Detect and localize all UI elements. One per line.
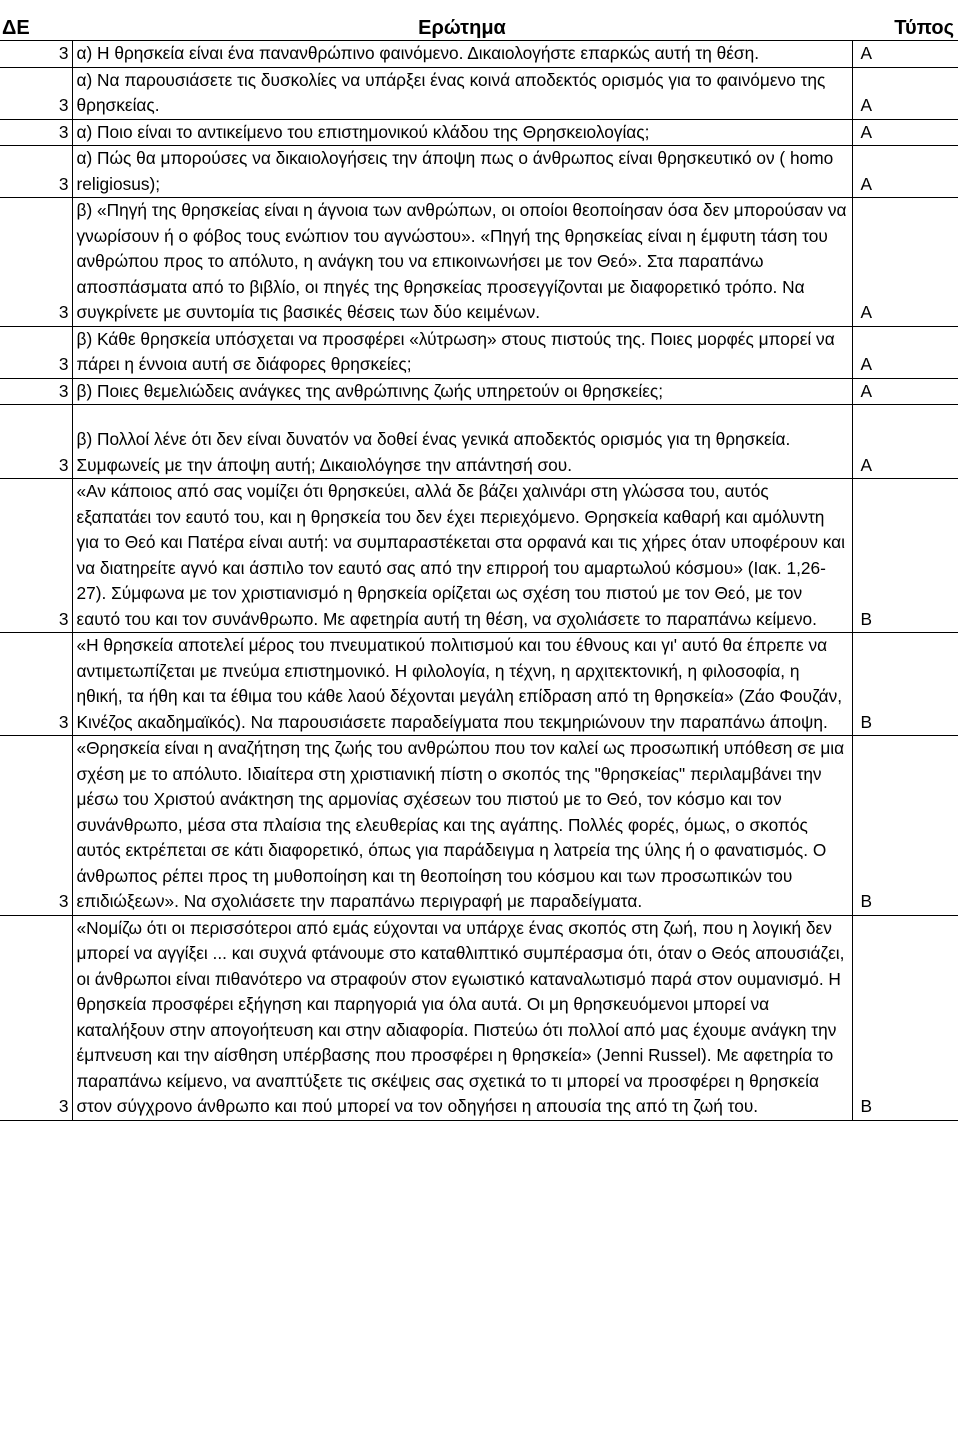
table-row [0, 915, 958, 1120]
table-row [0, 41, 958, 68]
difficulty-cell: 3 [0, 41, 72, 68]
difficulty-cell: 3 [0, 146, 72, 198]
difficulty-cell: 3 [0, 405, 72, 479]
table-row [0, 378, 958, 405]
type-cell: Α [852, 378, 958, 405]
table-row [0, 67, 958, 119]
difficulty-cell: 3 [0, 736, 72, 916]
type-cell: Α [852, 405, 958, 479]
type-cell: Α [852, 119, 958, 146]
difficulty-cell: 3 [0, 915, 72, 1120]
question-cell: α) Πώς θα μπορούσες να δικαιολογήσεις την άποψη πως ο άνθρωπος είναι θρησκευτικό ον ( homo religiosus); [72, 146, 852, 198]
header-question: Ερώτημα [72, 0, 852, 41]
difficulty-cell: 3 [0, 67, 72, 119]
question-cell: «Αν κάποιος από σας νομίζει ότι θρησκεύει, αλλά δε βάζει χαλινάρι στη γλώσσα του, αυτός εξαπατάει τον εαυτό του, και η θρησκεία του δεν έχει περιεχόμενο. Θρησκεία καθαρή και αμόλυντη για το Θεό και Πατέρα είναι αυτή: να συμπαραστέκεται στα ορφανά και τις χήρες όταν υποφέρουν και να διατηρείτε αγνό και άσπιλο τον εαυτό σας από την επιρροή του αμαρτωλού κόσμου» (Ιακ. 1,26-27). Σύμφωνα με τον χριστιανισμό η θρησκεία ορίζεται ως σχέση του πιστού με τον Θεό, με τον εαυτό του και τον συνάνθρωπο. Με αφετηρία αυτή τη θέση, να σχολιάσετε το παραπάνω κείμενο. [72, 479, 852, 633]
question-cell: α) Να παρουσιάσετε τις δυσκολίες να υπάρξει ένας κοινά αποδεκτός ορισμός για το φαινόμενο της θρησκείας. [72, 67, 852, 119]
type-cell: Α [852, 67, 958, 119]
header-difficulty: ΔΕ [0, 0, 72, 41]
table-row [0, 198, 958, 327]
table-row [0, 326, 958, 378]
difficulty-cell: 3 [0, 119, 72, 146]
type-cell: Β [852, 736, 958, 916]
question-cell: «Νομίζω ότι οι περισσότεροι από εμάς εύχονται να υπάρχε ένας σκοπός στη ζωή, που η λογική δεν μπορεί να αγγίξει ... και συχνά φτάνουμε στο καταθλιπτικό συμπέρασμα ότι, όταν ο Θεός απουσιάζει, οι άνθρωποι είναι πιθανότερο να στραφούν στον εγωιστικό καταναλωτισμό παρά στον ουμανισμό. Η θρησκεία προσφέρει εξήγηση και παρηγοριά για όλα αυτά. Οι μη θρησκευόμενοι μπορεί να καταλήξουν στην απογοήτευση και στην αδιαφορία. Πιστεύω ότι πολλοί από μας έχουμε ανάγκη την έμπνευση και την αίσθηση υπέρβασης που προσφέρει η θρησκεία» (Jenni Russel). Με αφετηρία το παραπάνω κείμενο, να αναπτύξετε τις σκέψεις σας σχετικά το τι μπορεί να προσφέρει η θρησκεία στον σύγχρονο άνθρωπο και πού μπορεί να τον οδηγήσει η απουσία της από τη ζωή του. [72, 915, 852, 1120]
table-row [0, 119, 958, 146]
table-row [0, 146, 958, 198]
question-cell: β) Κάθε θρησκεία υπόσχεται να προσφέρει «λύτρωση» στους πιστούς της. Ποιες μορφές μπορεί να πάρει η έννοια αυτή σε διάφορες θρησκείες; [72, 326, 852, 378]
question-cell: β) «Πηγή της θρησκείας είναι η άγνοια των ανθρώπων, οι οποίοι θεοποίησαν όσα δεν μπορούσαν να γνωρίσουν ή ο φόβος τους ενώπιον του αγνώστου». «Πηγή της θρησκείας είναι η έμφυτη τάση του ανθρώπου προς το απόλυτο, η ανάγκη του να επικοινωνήσει με τον Θεό». Στα παραπάνω αποσπάσματα από το βιβλίο, οι πηγές της θρησκείας προσεγγίζονται με διαφορετικό τρόπο. Να συγκρίνετε με συντομία τις βασικές θέσεις των δύο κειμένων. [72, 198, 852, 327]
difficulty-cell: 3 [0, 326, 72, 378]
difficulty-cell: 3 [0, 633, 72, 736]
type-cell: Α [852, 41, 958, 68]
type-cell: Α [852, 198, 958, 327]
question-cell: α) Ποιο είναι το αντικείμενο του επιστημονικού κλάδου της Θρησκειολογίας; [72, 119, 852, 146]
table-row [0, 405, 958, 479]
question-cell: α) Η θρησκεία είναι ένα πανανθρώπινο φαινόμενο. Δικαιολογήστε επαρκώς αυτή τη θέση. [72, 41, 852, 68]
question-cell: «Θρησκεία είναι η αναζήτηση της ζωής του ανθρώπου που τον καλεί ως προσωπική υπόθεση σε μια σχέση με το απόλυτο. Ιδιαίτερα στη χριστιανική πίστη ο σκοπός της "θρησκείας" περιλαμβάνει την μέσω του Χριστού ανάκτηση της αρμονίας σχέσεων του πιστού με το Θεό, τον κόσμο και τον συνάνθρωπο, μέσα στα πλαίσια της ελευθερίας και της αγάπης. Πολλές φορές, όμως, ο σκοπός αυτός εκτρέπεται σε κάτι διαφορετικό, όπως για παράδειγμα η λατρεία της ύλης ή ο φανατισμός. Ο άνθρωπος ρέπει προς τη μυθοποίηση και τη θεοποίηση του κόσμου και των προσωπικών του επιδιώξεων». Να σχολιάσετε την παραπάνω περιγραφή με παραδείγματα. [72, 736, 852, 916]
header-type: Τύπος [852, 0, 958, 41]
type-cell: Β [852, 479, 958, 633]
table-row [0, 479, 958, 633]
header-row [0, 0, 958, 41]
difficulty-cell: 3 [0, 198, 72, 327]
question-cell: β) Ποιες θεμελιώδεις ανάγκες της ανθρώπινης ζωής υπηρετούν οι θρησκείες; [72, 378, 852, 405]
table-row [0, 633, 958, 736]
type-cell: Α [852, 326, 958, 378]
table-row [0, 736, 958, 916]
type-cell: Α [852, 146, 958, 198]
difficulty-cell: 3 [0, 479, 72, 633]
difficulty-cell: 3 [0, 378, 72, 405]
type-cell: Β [852, 633, 958, 736]
question-cell: β) Πολλοί λένε ότι δεν είναι δυνατόν να δοθεί ένας γενικά αποδεκτός ορισμός για τη θρησκεία. Συμφωνείς με την άποψη αυτή; Δικαιολόγησε την απάντησή σου. [72, 405, 852, 479]
type-cell: Β [852, 915, 958, 1120]
question-cell: «Η θρησκεία αποτελεί μέρος του πνευματικού πολιτισμού και του έθνους και γι' αυτό θα έπρεπε να αντιμετωπίζεται με πνεύμα επιστημονικό. Η φιλολογία, η τέχνη, η αρχιτεκτονική, η φιλοσοφία, η ηθική, τα ήθη και τα έθιμα του κάθε λαού δέχονται μεγάλη επίδραση από τη θρησκεία» (Ζάο Φουζάν, Κινέζος ακαδημαϊκός). Να παρουσιάσετε παραδείγματα που τεκμηριώνουν την παραπάνω άποψη. [72, 633, 852, 736]
